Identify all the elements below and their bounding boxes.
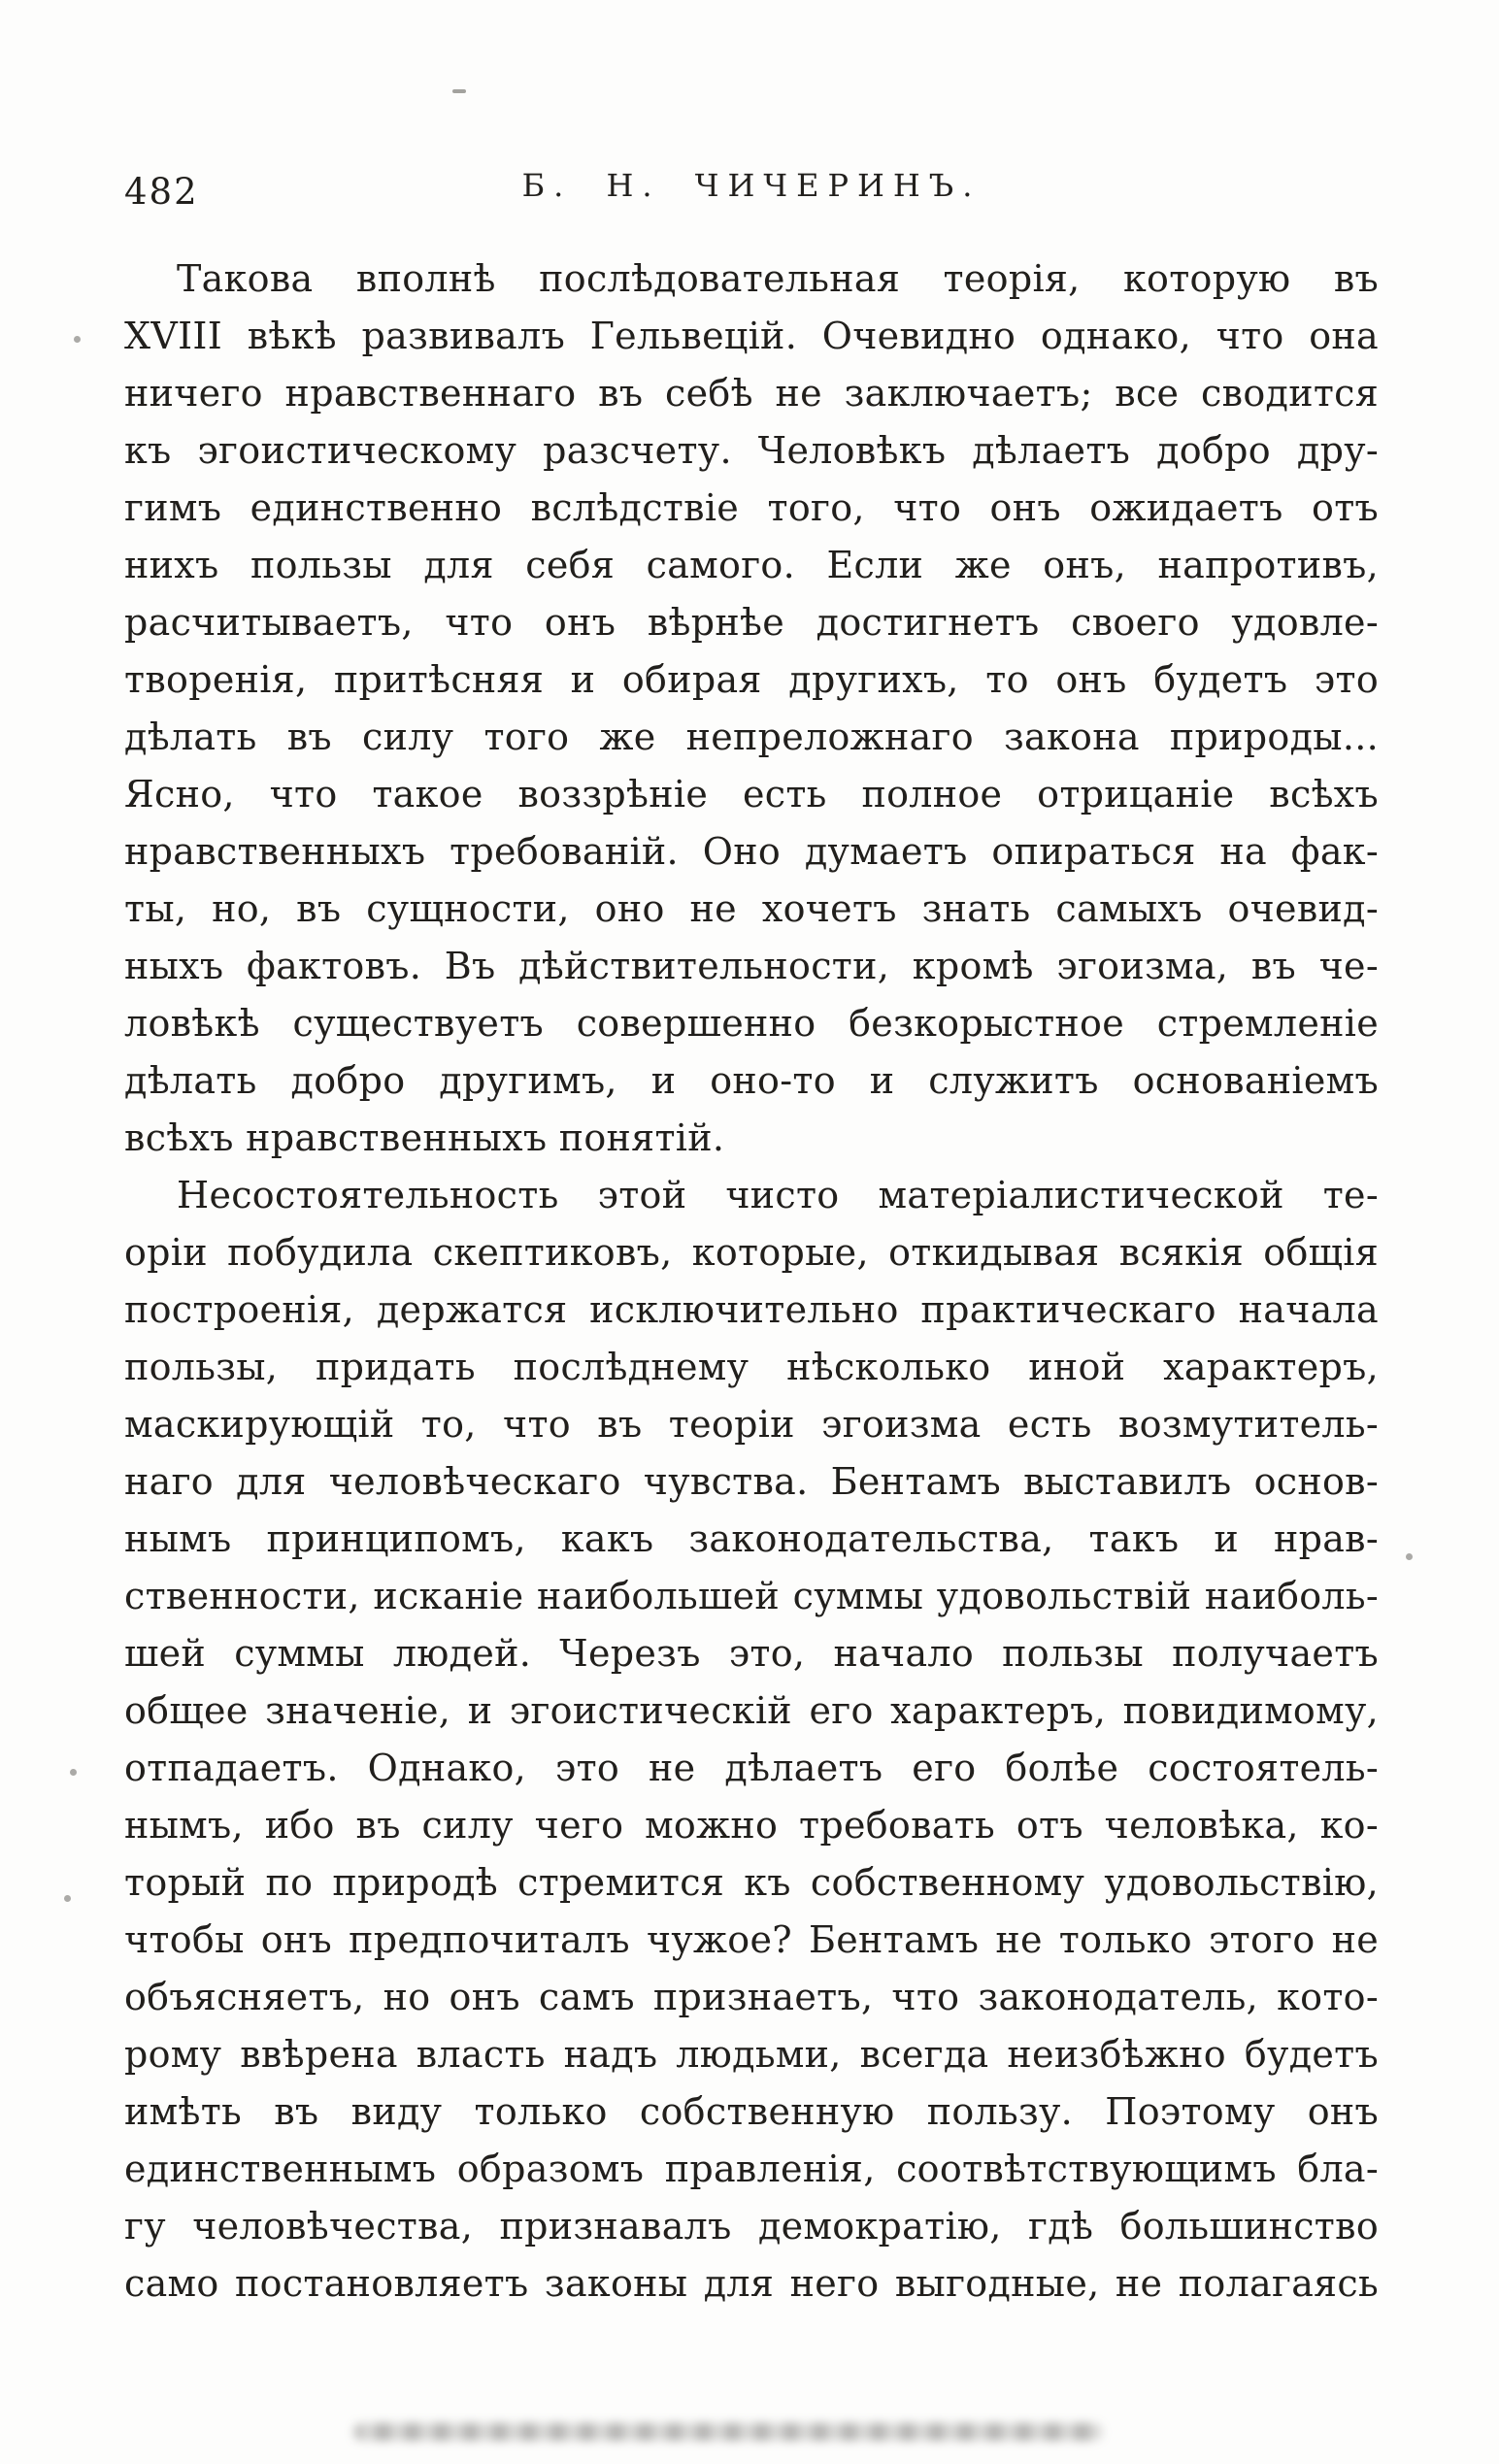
text-line: ничего нравственнаго въ себѣ не заключаетъ; все сводится bbox=[124, 372, 1379, 415]
text-line: нравственныхъ требованій. Оно думаетъ опираться на фак- bbox=[124, 830, 1379, 873]
paragraph bbox=[124, 250, 1379, 1167]
text-line: маскирующій то, что въ теоріи эгоизма есть возмутитель- bbox=[124, 1403, 1379, 1446]
scan-artifact bbox=[70, 1769, 77, 1776]
text-line: Такова вполнѣ послѣдовательная теорія, которую въ bbox=[177, 257, 1379, 300]
text-line: къ эгоистическому разсчету. Человѣкъ дѣлаетъ добро дру- bbox=[124, 429, 1379, 472]
text-line: расчитываетъ, что онъ вѣрнѣе достигнетъ своего удовле- bbox=[124, 601, 1379, 644]
text-line: наго для человѣческаго чувства. Бентамъ выставилъ основ- bbox=[124, 1460, 1379, 1503]
text-line: ты, но, въ сущности, оно не хочетъ знать самыхъ очевид- bbox=[124, 887, 1379, 930]
text-line: ловѣкѣ существуетъ совершенно безкорыстное стремленіе bbox=[124, 1002, 1379, 1045]
text-line: отпадаетъ. Однако, это не дѣлаетъ его болѣе состоятель- bbox=[124, 1747, 1379, 1789]
text-line: творенія, притѣсняя и обирая другихъ, то онъ будетъ это bbox=[124, 658, 1379, 701]
running-head bbox=[124, 167, 1379, 214]
text-line: общее значеніе, и эгоистическій его характеръ, повидимому, bbox=[124, 1689, 1379, 1732]
text-line: Ясно, что такое воззрѣніе есть полное отрицаніе всѣхъ bbox=[124, 773, 1379, 816]
text-line: гу человѣчества, признавалъ демократію, гдѣ большинство bbox=[124, 2205, 1379, 2248]
text-line: ственности, исканіе наибольшей суммы удовольствій наиболь- bbox=[124, 1575, 1379, 1617]
running-title: Б. Н. ЧИЧЕРИНЪ. bbox=[521, 167, 982, 204]
text-line: гимъ единственно вслѣдствіе того, что онъ ожидаетъ отъ bbox=[124, 486, 1379, 529]
scan-artifact bbox=[452, 89, 466, 93]
text-line: нымъ, ибо въ силу чего можно требовать отъ человѣка, ко- bbox=[124, 1804, 1379, 1847]
text-line: оріи побудила скептиковъ, которые, откидывая всякія общія bbox=[124, 1231, 1379, 1274]
text-line: Несостоятельность этой чисто матеріалистической те- bbox=[177, 1174, 1379, 1216]
text-line: имѣть въ виду только собственную пользу. Поэтому онъ bbox=[124, 2090, 1379, 2133]
page-number: 482 bbox=[124, 171, 199, 213]
page-bleed-smudge bbox=[354, 2423, 1102, 2441]
text-line: торый по природѣ стремится къ собственному удовольствію, bbox=[124, 1861, 1379, 1904]
text-block bbox=[124, 250, 1379, 2313]
text-line: чтобы онъ предпочиталъ чужое? Бентамъ не только этого не bbox=[124, 1918, 1379, 1961]
text-line: объясняетъ, но онъ самъ признаетъ, что законодатель, кото- bbox=[124, 1976, 1379, 2018]
text-line: всѣхъ нравственныхъ понятій. bbox=[124, 1116, 725, 1159]
paragraph bbox=[124, 1167, 1379, 2313]
text-line: шей суммы людей. Черезъ это, начало пользы получаетъ bbox=[124, 1632, 1379, 1675]
text-line: само постановляетъ законы для него выгодные, не полагаясь bbox=[124, 2262, 1379, 2305]
scan-artifact bbox=[1406, 1553, 1413, 1560]
text-line: XVIII вѣкѣ развивалъ Гельвецій. Очевидно однако, что она bbox=[124, 315, 1379, 357]
scan-artifact bbox=[64, 1895, 71, 1902]
text-line: дѣлать добро другимъ, и оно-то и служитъ основаніемъ bbox=[124, 1059, 1379, 1102]
text-line: построенія, держатся исключительно практическаго начала bbox=[124, 1288, 1379, 1331]
text-line: ныхъ фактовъ. Въ дѣйствительности, кромѣ эгоизма, въ че- bbox=[124, 945, 1379, 987]
text-line: нихъ пользы для себя самого. Если же онъ, напротивъ, bbox=[124, 544, 1379, 586]
text-line: дѣлать въ силу того же непреложнаго закона природы... bbox=[124, 716, 1379, 758]
scan-artifact bbox=[74, 336, 81, 343]
text-line: рому ввѣрена власть надъ людьми, всегда неизбѣжно будетъ bbox=[124, 2033, 1379, 2076]
text-line: пользы, придать послѣднему нѣсколько иной характеръ, bbox=[124, 1346, 1379, 1388]
text-line: нымъ принципомъ, какъ законодательства, такъ и нрав- bbox=[124, 1517, 1379, 1560]
text-line: единственнымъ образомъ правленія, соотвѣтствующимъ бла- bbox=[124, 2148, 1379, 2190]
